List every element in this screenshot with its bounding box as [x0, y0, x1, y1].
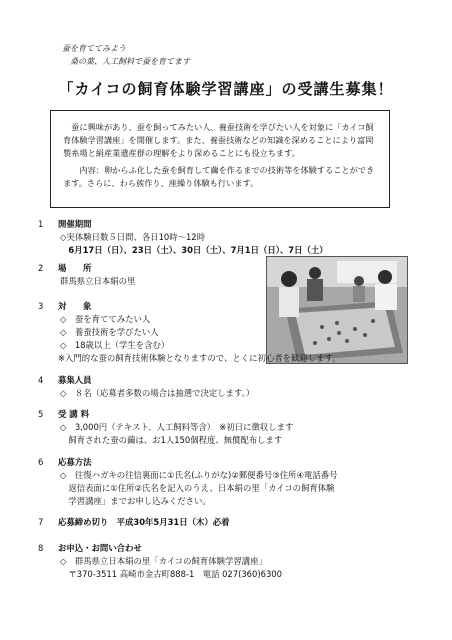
- section-heading: 受 講 料: [58, 409, 89, 419]
- description-box: [50, 110, 390, 208]
- intro-line: 蚕を育ててみよう: [62, 44, 126, 53]
- intro: [62, 42, 190, 68]
- section-heading: 応募方法: [58, 457, 92, 467]
- section-line: 学習講座」までお申し込みください。: [60, 496, 211, 506]
- section-number: 5: [38, 409, 44, 419]
- section-line: ◇ 蚕を育ててみたい人: [60, 314, 151, 324]
- section-note: ※入門的な蚕の飼育技術体験となりますので、とくに初心者を歓迎します。: [58, 353, 341, 363]
- section-line: ◇ 3,000円（テキスト、人工飼料等含） ※初日に徴収します: [60, 422, 294, 432]
- section-number: 2: [38, 263, 44, 273]
- section-line: 〒370-3511 高崎市金古町888-1 電話 027(360)6300: [60, 569, 282, 579]
- section-heading: 応募締め切り 平成30年5月31日（木）必着: [58, 517, 230, 527]
- content-paragraph: 内容：卵からふ化した蚕を飼育して繭を作るまでの技術等を体験することができます。さらに、わら蔟作り、座繰り体験も行います。: [63, 165, 375, 188]
- description-paragraph: 蚕に興味があり、蚕を飼ってみたい人、養蚕技術を学びたい人を対象に「カイコ飼育体験学習講座」を開催します。また、養蚕技術などの知識を深めることにより富岡製糸場と絹産業遺産群の理解をより深めることにも役立ちます。: [63, 122, 374, 158]
- section-number: 4: [38, 375, 44, 385]
- section-line: ◇ ８名（応募者多数の場合は抽選で決定します。）: [60, 388, 255, 398]
- section-number: 8: [38, 543, 44, 553]
- page-title: 「カイコの飼育体験学習講座」の受講生募集！: [58, 80, 394, 98]
- section-line: 6月17日（日）、23日（土）、30日（土）、7月1日（日）、7日（土）: [60, 245, 328, 255]
- section-heading: お申込・お問い合わせ: [58, 543, 142, 553]
- section-line: 返信表面に①住所②氏名を記入のうえ、日本絹の里「カイコの飼育体験: [60, 483, 335, 493]
- section-number: 1: [38, 219, 44, 229]
- section-heading: 開催期間: [58, 219, 92, 229]
- section-number: 3: [38, 301, 44, 311]
- section-heading: 募集人員: [58, 375, 92, 385]
- intro-line: 桑の葉、人工飼料で蚕を育てます: [70, 57, 190, 66]
- section-line: ◇ 18歳以上（学生を含む）: [60, 340, 170, 350]
- section-line: ◇ 養蚕技術を学びたい人: [60, 327, 159, 337]
- section-number: 7: [38, 517, 44, 527]
- section-line: ◇ 群馬県立日本絹の里「カイコの飼育体験学習講座」: [60, 556, 267, 566]
- section-number: 6: [38, 457, 44, 467]
- section-heading: 場 所: [58, 263, 92, 273]
- section-line: 群馬県立日本絹の里: [60, 276, 136, 286]
- section-line: 飼育された蚕の繭は、お1人150個程度、無償配布します: [60, 435, 283, 445]
- section-line: ◇実体験日数５日間、各日10時～12時: [60, 232, 206, 242]
- section-line: ◇ 往復ハガキの往信裏面に①氏名(ふりがな)②郵便番号③住所④電話番号: [60, 470, 338, 480]
- section-heading: 対 象: [58, 301, 92, 311]
